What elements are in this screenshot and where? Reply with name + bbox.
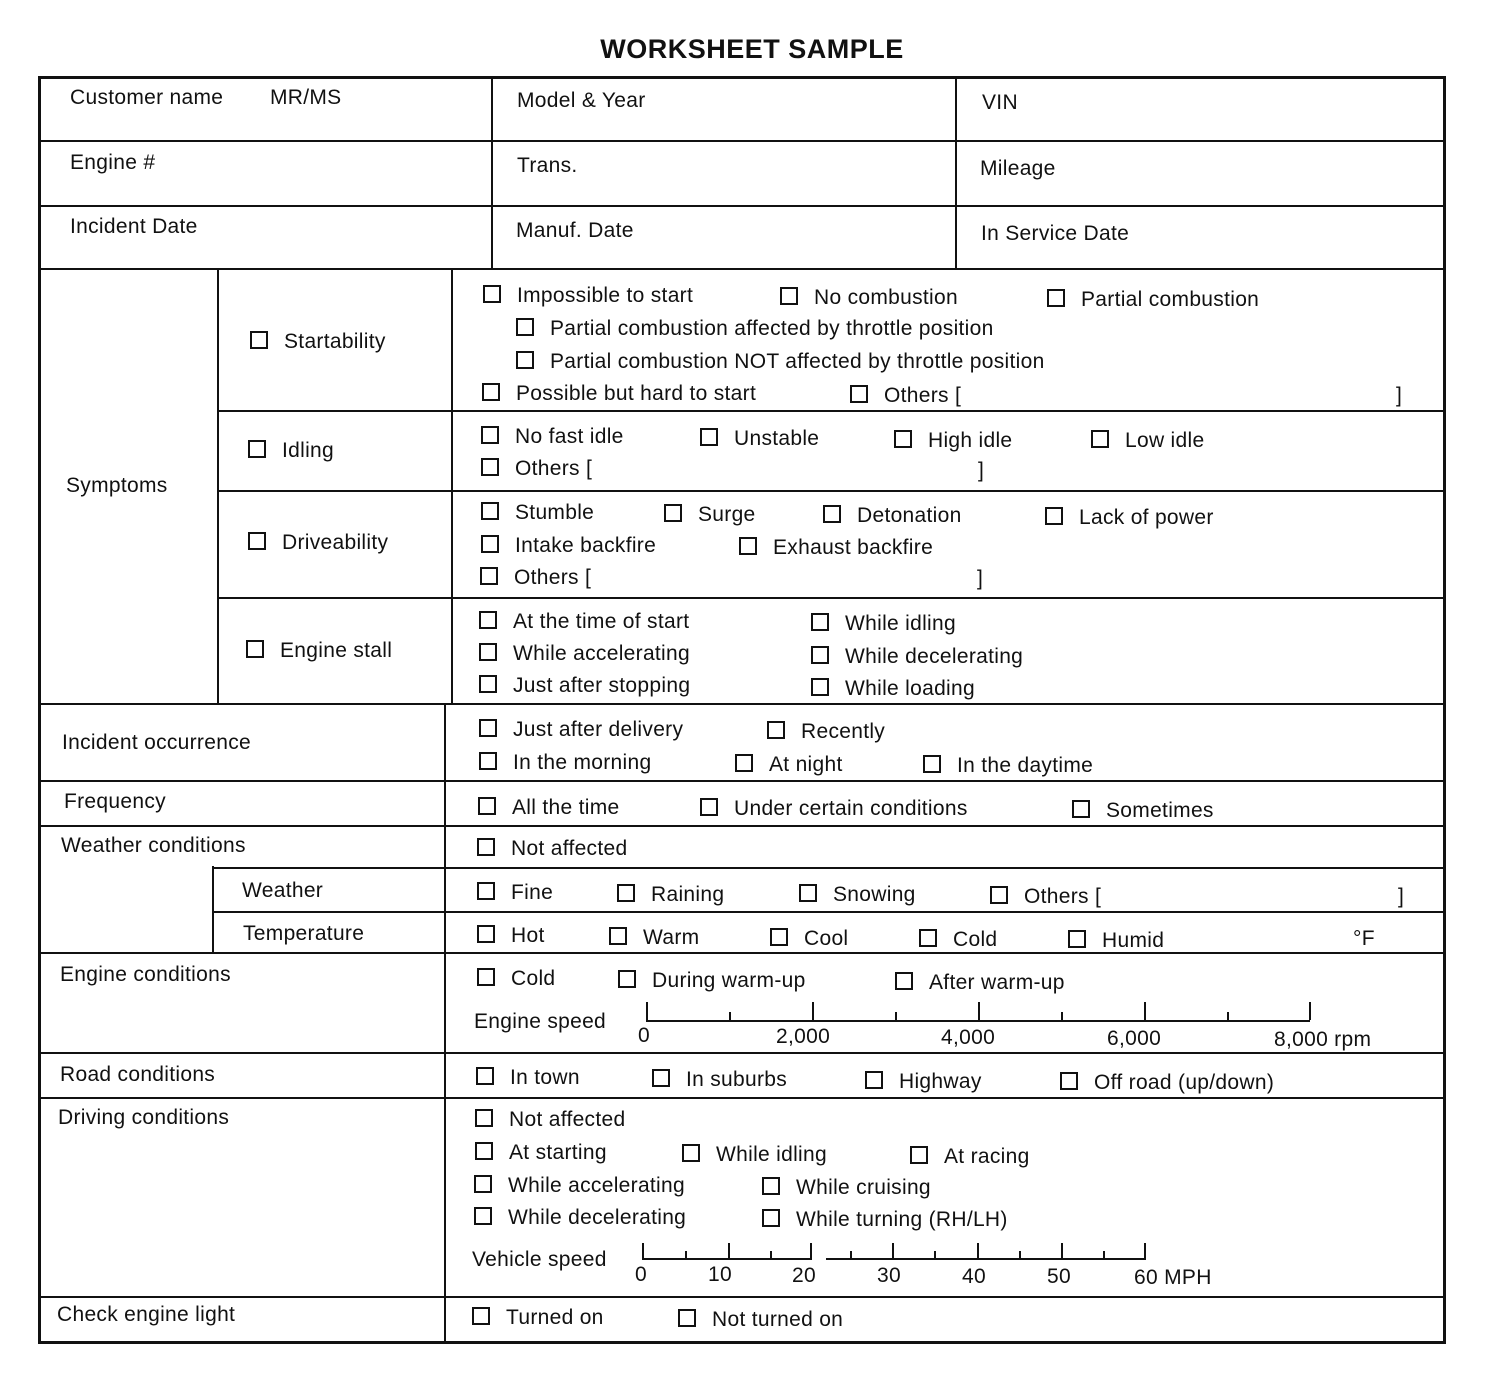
turned-on-checkbox[interactable]: Turned on bbox=[472, 1306, 604, 1330]
at-starting-checkbox[interactable]: At starting bbox=[475, 1141, 607, 1165]
checkbox-square-icon bbox=[700, 798, 718, 816]
in-the-morning-checkbox[interactable]: In the morning bbox=[479, 751, 651, 775]
stall-while-decelerating-checkbox[interactable]: While decelerating bbox=[811, 645, 1023, 669]
divider bbox=[41, 140, 1446, 142]
divider bbox=[41, 1097, 1446, 1099]
hot-checkbox[interactable]: Hot bbox=[477, 924, 545, 948]
startability-checkbox[interactable]: Startability bbox=[250, 330, 386, 354]
divider bbox=[217, 490, 1446, 492]
checkbox-square-icon bbox=[246, 640, 264, 658]
at-night-checkbox[interactable]: At night bbox=[735, 753, 843, 777]
checkbox-square-icon bbox=[516, 318, 534, 336]
partial-throttle-checkbox[interactable]: Partial combustion affected by throttle position bbox=[516, 317, 994, 341]
divider bbox=[41, 1296, 1446, 1298]
checkbox-square-icon bbox=[479, 643, 497, 661]
checkbox-square-icon bbox=[479, 719, 497, 737]
weather-label: Weather bbox=[242, 879, 324, 902]
all-the-time-checkbox[interactable]: All the time bbox=[478, 796, 619, 820]
checkbox-square-icon bbox=[481, 458, 499, 476]
scale-tick-minor bbox=[934, 1251, 936, 1258]
checkbox-square-icon bbox=[1072, 800, 1090, 818]
engine-speed-label: Engine speed bbox=[474, 1010, 607, 1033]
divider bbox=[41, 825, 1446, 827]
after-warm-up-checkbox[interactable]: After warm-up bbox=[895, 971, 1065, 995]
engine-speed-tick-label: 2,000 bbox=[776, 1025, 831, 1048]
exhaust-backfire-checkbox[interactable]: Exhaust backfire bbox=[739, 536, 933, 560]
hard-to-start-checkbox[interactable]: Possible but hard to start bbox=[482, 382, 756, 406]
raining-checkbox[interactable]: Raining bbox=[617, 883, 724, 907]
divider bbox=[217, 410, 1446, 412]
scale-tick-major bbox=[1061, 1243, 1063, 1258]
scale-tick-major bbox=[810, 1243, 812, 1258]
customer-name-label: Customer name bbox=[70, 86, 224, 109]
driving-while-accelerating-checkbox[interactable]: While accelerating bbox=[474, 1174, 685, 1198]
intake-backfire-checkbox[interactable]: Intake backfire bbox=[481, 534, 656, 558]
divider bbox=[444, 703, 446, 1341]
scale-tick-major bbox=[978, 1002, 980, 1020]
stall-after-stopping-checkbox[interactable]: Just after stopping bbox=[479, 674, 690, 698]
checkbox-square-icon bbox=[799, 884, 817, 902]
bracket-close: ] bbox=[978, 459, 985, 482]
checkbox-square-icon bbox=[479, 611, 497, 629]
checkbox-square-icon bbox=[780, 287, 798, 305]
mileage-label: Mileage bbox=[980, 157, 1056, 180]
scale-tick-minor bbox=[1227, 1012, 1229, 1020]
engine-speed-tick-label: 0 bbox=[638, 1024, 650, 1047]
checkbox-square-icon bbox=[481, 535, 499, 553]
divider bbox=[41, 703, 1446, 705]
sometimes-checkbox[interactable]: Sometimes bbox=[1072, 799, 1214, 823]
symptoms-label: Symptoms bbox=[66, 474, 168, 497]
divider bbox=[212, 911, 1446, 913]
checkbox-square-icon bbox=[811, 678, 829, 696]
startability-others-checkbox[interactable]: Others [ bbox=[850, 384, 961, 408]
divider bbox=[41, 780, 1446, 782]
driveability-others-checkbox[interactable]: Others [ bbox=[480, 566, 591, 590]
partial-combustion-checkbox[interactable]: Partial combustion bbox=[1047, 288, 1259, 312]
model-year-label: Model & Year bbox=[517, 89, 646, 112]
engine-number-label: Engine # bbox=[70, 151, 156, 174]
scale-tick-major bbox=[1144, 1002, 1146, 1020]
vehicle-speed-tick-label: 40 bbox=[962, 1265, 986, 1288]
checkbox-square-icon bbox=[479, 675, 497, 693]
bracket-close: ] bbox=[1396, 384, 1403, 407]
vin-label: VIN bbox=[982, 91, 1018, 114]
impossible-to-start-checkbox[interactable]: Impossible to start bbox=[483, 284, 693, 308]
cool-checkbox[interactable]: Cool bbox=[770, 927, 848, 951]
checkbox-square-icon bbox=[652, 1069, 670, 1087]
at-racing-checkbox[interactable]: At racing bbox=[910, 1145, 1030, 1169]
checkbox-square-icon bbox=[767, 721, 785, 739]
scale-tick-major bbox=[977, 1243, 979, 1258]
scale-tick-minor bbox=[1061, 1012, 1063, 1020]
scale-tick-major bbox=[1309, 1002, 1311, 1020]
detonation-checkbox[interactable]: Detonation bbox=[823, 504, 962, 528]
scale-tick-minor bbox=[895, 1012, 897, 1020]
divider bbox=[217, 597, 1446, 599]
partial-not-throttle-checkbox[interactable]: Partial combustion NOT affected by throttle position bbox=[516, 350, 1045, 374]
check-engine-light-label: Check engine light bbox=[57, 1303, 236, 1326]
idling-others-checkbox[interactable]: Others [ bbox=[481, 457, 592, 481]
warm-checkbox[interactable]: Warm bbox=[609, 926, 699, 950]
checkbox-square-icon bbox=[895, 972, 913, 990]
incident-occurrence-label: Incident occurrence bbox=[62, 731, 251, 754]
checkbox-square-icon bbox=[477, 882, 495, 900]
checkbox-square-icon bbox=[516, 351, 534, 369]
checkbox-square-icon bbox=[1091, 430, 1109, 448]
under-certain-conditions-checkbox[interactable]: Under certain conditions bbox=[700, 797, 968, 821]
driveability-checkbox[interactable]: Driveability bbox=[248, 531, 388, 555]
checkbox-square-icon bbox=[678, 1309, 696, 1327]
scale-tick-minor bbox=[685, 1251, 687, 1258]
unstable-checkbox[interactable]: Unstable bbox=[700, 427, 819, 451]
weather-others-checkbox[interactable]: Others [ bbox=[990, 885, 1101, 909]
mr-ms-label: MR/MS bbox=[270, 86, 342, 109]
checkbox-square-icon bbox=[481, 426, 499, 444]
checkbox-square-icon bbox=[476, 1067, 494, 1085]
engine-stall-checkbox[interactable]: Engine stall bbox=[246, 639, 392, 663]
divider bbox=[451, 268, 453, 703]
driving-conditions-label: Driving conditions bbox=[58, 1106, 230, 1129]
divider bbox=[217, 268, 219, 703]
checkbox-square-icon bbox=[478, 797, 496, 815]
in-service-date-label: In Service Date bbox=[981, 222, 1130, 245]
manuf-date-label: Manuf. Date bbox=[516, 219, 634, 242]
checkbox-square-icon bbox=[483, 285, 501, 303]
scale-tick-major bbox=[642, 1243, 644, 1258]
checkbox-square-icon bbox=[480, 567, 498, 585]
trans-label: Trans. bbox=[517, 154, 578, 177]
checkbox-square-icon bbox=[850, 385, 868, 403]
scale-tick-major bbox=[646, 1002, 648, 1020]
vehicle-speed-tick-label: 30 bbox=[877, 1264, 901, 1287]
driving-not-affected-checkbox[interactable]: Not affected bbox=[475, 1108, 625, 1132]
checkbox-square-icon bbox=[865, 1071, 883, 1089]
no-combustion-checkbox[interactable]: No combustion bbox=[780, 286, 958, 310]
scale-tick-major bbox=[892, 1243, 894, 1258]
scale-tick-minor bbox=[770, 1251, 772, 1258]
checkbox-square-icon bbox=[474, 1175, 492, 1193]
in-town-checkbox[interactable]: In town bbox=[476, 1066, 580, 1090]
worksheet-title: WORKSHEET SAMPLE bbox=[600, 34, 904, 64]
vehicle-speed-scale-line bbox=[642, 1258, 812, 1260]
fahrenheit-unit: °F bbox=[1353, 927, 1375, 950]
while-turning-checkbox[interactable]: While turning (RH/LH) bbox=[762, 1208, 1008, 1232]
weather-not-affected-checkbox[interactable]: Not affected bbox=[477, 837, 627, 861]
checkbox-square-icon bbox=[739, 537, 757, 555]
checkbox-square-icon bbox=[811, 613, 829, 631]
checkbox-square-icon bbox=[1068, 930, 1086, 948]
checkbox-square-icon bbox=[910, 1146, 928, 1164]
high-idle-checkbox[interactable]: High idle bbox=[894, 429, 1012, 453]
checkbox-square-icon bbox=[617, 884, 635, 902]
divider bbox=[444, 867, 1446, 869]
low-idle-checkbox[interactable]: Low idle bbox=[1091, 429, 1204, 453]
bracket-close: ] bbox=[977, 567, 984, 590]
checkbox-square-icon bbox=[894, 430, 912, 448]
stall-while-loading-checkbox[interactable]: While loading bbox=[811, 677, 975, 701]
lack-of-power-checkbox[interactable]: Lack of power bbox=[1045, 506, 1214, 530]
checkbox-square-icon bbox=[477, 838, 495, 856]
checkbox-square-icon bbox=[479, 752, 497, 770]
checkbox-square-icon bbox=[472, 1307, 490, 1325]
road-conditions-label: Road conditions bbox=[60, 1063, 216, 1086]
divider bbox=[41, 1052, 1446, 1054]
vehicle-speed-label: Vehicle speed bbox=[472, 1248, 607, 1271]
stall-while-idling-checkbox[interactable]: While idling bbox=[811, 612, 956, 636]
snowing-checkbox[interactable]: Snowing bbox=[799, 883, 916, 907]
scale-tick-minor bbox=[729, 1012, 731, 1020]
checkbox-square-icon bbox=[923, 755, 941, 773]
bracket-close: ] bbox=[1398, 885, 1405, 908]
during-warm-up-checkbox[interactable]: During warm-up bbox=[618, 969, 806, 993]
checkbox-square-icon bbox=[477, 925, 495, 943]
checkbox-square-icon bbox=[762, 1177, 780, 1195]
divider bbox=[491, 78, 493, 269]
checkbox-square-icon bbox=[1060, 1072, 1078, 1090]
scale-tick-minor bbox=[1103, 1251, 1105, 1258]
checkbox-square-icon bbox=[248, 532, 266, 550]
stumble-checkbox[interactable]: Stumble bbox=[481, 501, 594, 525]
checkbox-square-icon bbox=[770, 928, 788, 946]
driving-while-decelerating-checkbox[interactable]: While decelerating bbox=[474, 1206, 686, 1230]
vehicle-speed-tick-label: 10 bbox=[708, 1263, 732, 1286]
checkbox-square-icon bbox=[481, 502, 499, 520]
engine-speed-tick-label: 4,000 bbox=[941, 1026, 996, 1049]
stall-while-accelerating-checkbox[interactable]: While accelerating bbox=[479, 642, 690, 666]
not-turned-on-checkbox[interactable]: Not turned on bbox=[678, 1308, 843, 1332]
checkbox-square-icon bbox=[618, 970, 636, 988]
scale-tick-major bbox=[728, 1243, 730, 1258]
checkbox-square-icon bbox=[919, 929, 937, 947]
divider bbox=[212, 866, 214, 952]
divider bbox=[955, 78, 957, 269]
checkbox-square-icon bbox=[248, 440, 266, 458]
while-cruising-checkbox[interactable]: While cruising bbox=[762, 1176, 931, 1200]
scale-tick-minor bbox=[850, 1251, 852, 1258]
divider bbox=[41, 268, 1446, 270]
off-road-checkbox[interactable]: Off road (up/down) bbox=[1060, 1071, 1274, 1095]
divider bbox=[212, 867, 444, 869]
checkbox-square-icon bbox=[664, 504, 682, 522]
in-the-daytime-checkbox[interactable]: In the daytime bbox=[923, 754, 1093, 778]
incident-date-label: Incident Date bbox=[70, 215, 198, 238]
engine-speed-scale-line bbox=[646, 1020, 1310, 1022]
checkbox-square-icon bbox=[700, 428, 718, 446]
vehicle-speed-tick-label: 0 bbox=[635, 1263, 647, 1286]
scale-tick-minor bbox=[1019, 1251, 1021, 1258]
checkbox-square-icon bbox=[474, 1207, 492, 1225]
checkbox-square-icon bbox=[990, 886, 1008, 904]
stall-at-start-checkbox[interactable]: At the time of start bbox=[479, 610, 689, 634]
vehicle-speed-tick-label: 60 MPH bbox=[1134, 1266, 1212, 1289]
checkbox-square-icon bbox=[482, 383, 500, 401]
fine-checkbox[interactable]: Fine bbox=[477, 881, 553, 905]
checkbox-square-icon bbox=[477, 968, 495, 986]
temperature-label: Temperature bbox=[243, 922, 365, 945]
checkbox-square-icon bbox=[823, 505, 841, 523]
humid-checkbox[interactable]: Humid bbox=[1068, 929, 1164, 953]
weather-conditions-label: Weather conditions bbox=[61, 834, 246, 857]
checkbox-square-icon bbox=[1047, 289, 1065, 307]
checkbox-square-icon bbox=[250, 331, 268, 349]
engine-cold-checkbox[interactable]: Cold bbox=[477, 967, 555, 991]
checkbox-square-icon bbox=[762, 1209, 780, 1227]
checkbox-square-icon bbox=[475, 1142, 493, 1160]
checkbox-square-icon bbox=[811, 646, 829, 664]
vehicle-speed-tick-label: 50 bbox=[1047, 1265, 1071, 1288]
scale-tick-major bbox=[1144, 1243, 1146, 1258]
checkbox-square-icon bbox=[1045, 507, 1063, 525]
engine-conditions-label: Engine conditions bbox=[60, 963, 231, 986]
vehicle-speed-tick-label: 20 bbox=[792, 1264, 816, 1287]
divider bbox=[41, 205, 1446, 207]
checkbox-square-icon bbox=[735, 754, 753, 772]
no-fast-idle-checkbox[interactable]: No fast idle bbox=[481, 425, 624, 449]
vehicle-speed-scale-line bbox=[826, 1258, 1146, 1260]
idling-checkbox[interactable]: Idling bbox=[248, 439, 334, 463]
engine-speed-tick-label: 8,000 rpm bbox=[1274, 1028, 1372, 1051]
just-after-delivery-checkbox[interactable]: Just after delivery bbox=[479, 718, 683, 742]
in-suburbs-checkbox[interactable]: In suburbs bbox=[652, 1068, 787, 1092]
cold-temperature-checkbox[interactable]: Cold bbox=[919, 928, 997, 952]
divider bbox=[41, 952, 1446, 954]
surge-checkbox[interactable]: Surge bbox=[664, 503, 756, 527]
driving-while-idling-checkbox[interactable]: While idling bbox=[682, 1143, 827, 1167]
highway-checkbox[interactable]: Highway bbox=[865, 1070, 982, 1094]
scale-tick-major bbox=[812, 1002, 814, 1020]
engine-speed-tick-label: 6,000 bbox=[1107, 1027, 1162, 1050]
checkbox-square-icon bbox=[682, 1144, 700, 1162]
recently-checkbox[interactable]: Recently bbox=[767, 720, 885, 744]
checkbox-square-icon bbox=[475, 1109, 493, 1127]
frequency-label: Frequency bbox=[64, 790, 166, 813]
checkbox-square-icon bbox=[609, 927, 627, 945]
